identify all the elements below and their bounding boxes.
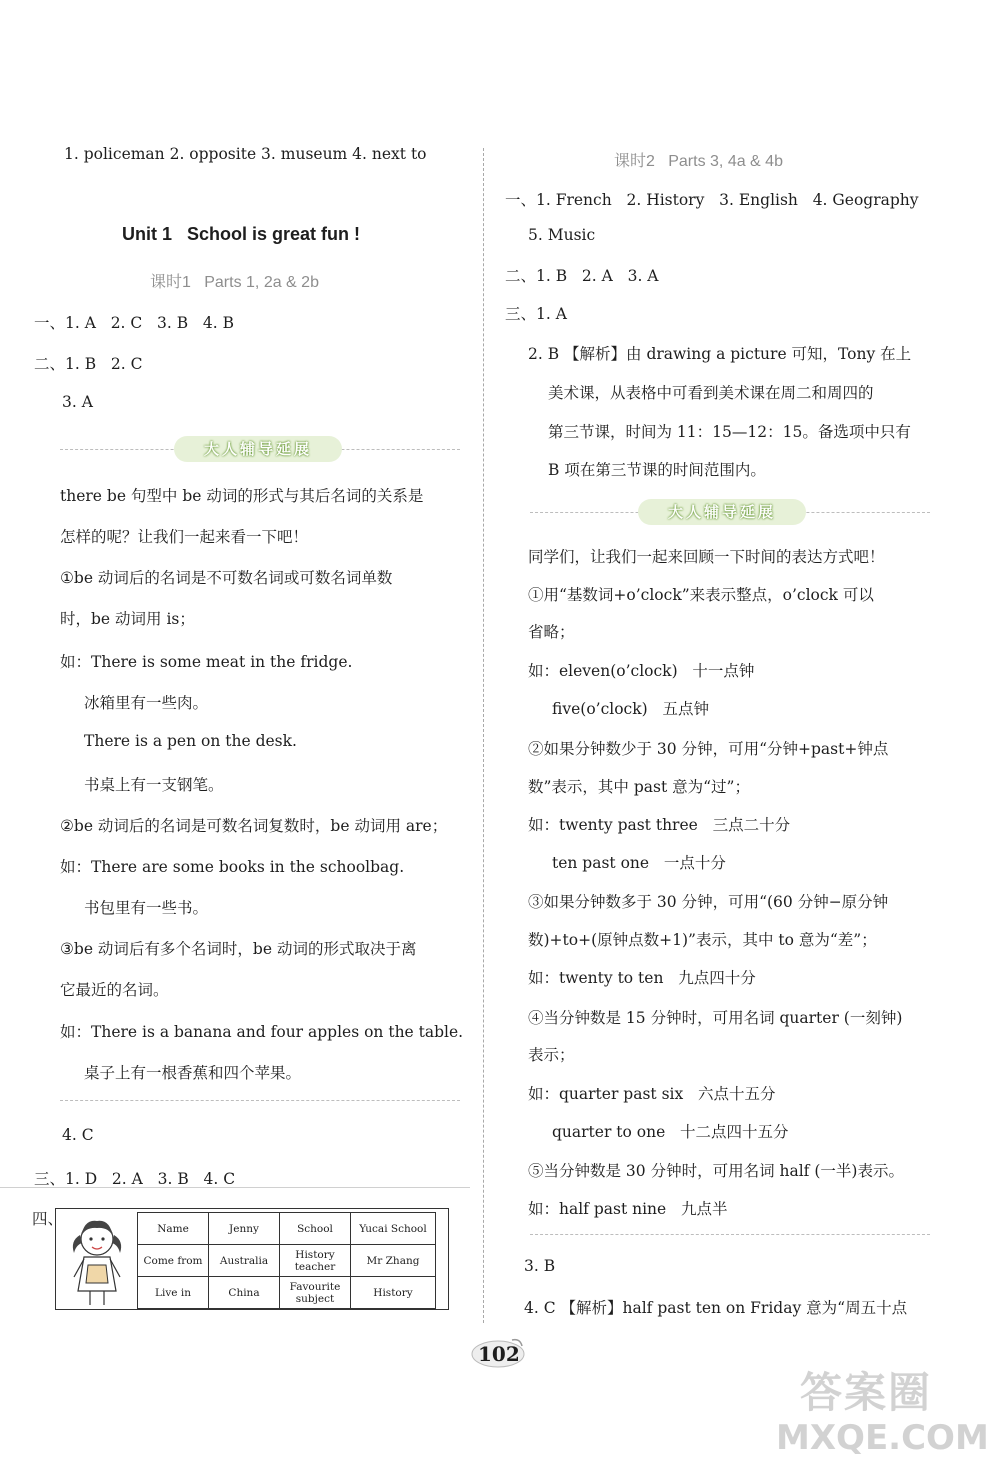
- table-cell: Jenny: [209, 1213, 280, 1245]
- explanation-line: 第三节课，时间为 11：15—12：15。备选项中只有: [548, 423, 911, 441]
- left-text-line: ③be 动词后有多个名词时，be 动词的形式取决于离: [60, 940, 417, 958]
- section-2-item-4: 4. C: [62, 1126, 94, 1144]
- left-text-line: 桌子上有一根香蕉和四个苹果。: [84, 1064, 302, 1082]
- table-cell: Mr Zhang: [351, 1245, 436, 1277]
- table-cell: Live in: [138, 1277, 209, 1309]
- guidance-banner-right: 大人辅导延展: [638, 499, 806, 525]
- table-cell: Name: [138, 1213, 209, 1245]
- divider-left-bottom: [60, 1100, 460, 1101]
- left-text-line: 时，be 动词用 is；: [60, 610, 195, 628]
- divider-right-bottom: [530, 1234, 930, 1235]
- right-text-line: 如：twenty past three 三点二十分: [528, 816, 791, 834]
- table-cell: Australia: [209, 1245, 280, 1277]
- right-text-line: 如：half past nine 九点半: [528, 1200, 728, 1218]
- table-cell: History teacher: [280, 1245, 351, 1277]
- table-row: [138, 1213, 436, 1245]
- table-row: [138, 1277, 436, 1309]
- section-2-item-3: 3. A: [62, 393, 93, 411]
- table-cell: Come from: [138, 1245, 209, 1277]
- section-2-answers: 二、1. B 2. C: [34, 355, 143, 373]
- table-cell: Yucai School: [351, 1213, 436, 1245]
- right-text-line: ten past one 一点十分: [552, 854, 726, 872]
- info-table: [137, 1212, 436, 1309]
- section-1-answers: 一、1. A 2. C 3. B 4. B: [34, 314, 235, 332]
- right-text-line: 如：quarter past six 六点十五分: [528, 1085, 776, 1103]
- explanation-line: 美术课，从表格中可看到美术课在周二和周四的: [548, 384, 874, 402]
- top-answers: 1. policeman 2. opposite 3. museum 4. next to: [64, 145, 427, 163]
- table-cell: History: [351, 1277, 436, 1309]
- guidance-banner-left: 大人辅导延展: [174, 436, 342, 462]
- left-text-line: there be 句型中 be 动词的形式与其后名词的关系是: [60, 487, 424, 505]
- section-3-answers: 三、1. D 2. A 3. B 4. C: [34, 1170, 236, 1188]
- right-text-line: 数”表示，其中 past 意为“过”；: [528, 778, 750, 796]
- table-cell: School: [280, 1213, 351, 1245]
- right-text-line: 如：eleven(o’clock) 十一点钟: [528, 662, 755, 680]
- left-text-line: 书包里有一些书。: [84, 899, 209, 917]
- right-text-line: quarter to one 十二点四十五分: [552, 1123, 789, 1141]
- watermark-logo: 答案圈: [800, 1368, 933, 1417]
- left-text-line: There is a pen on the desk.: [84, 732, 297, 750]
- left-text-line: 如：There are some books in the schoolbag.: [60, 858, 405, 876]
- left-text-line: 冰箱里有一些肉。: [84, 694, 209, 712]
- page-number: 102: [478, 1342, 520, 1366]
- table-row: [138, 1245, 436, 1277]
- explanation-line: B 项在第三节课的时间范围内。: [548, 461, 766, 479]
- left-text-line: 如：There is a banana and four apples on the table.: [60, 1023, 464, 1041]
- table-cell: China: [209, 1277, 280, 1309]
- r-section-3-item-4: 4. C 【解析】half past ten on Friday 意为“周五十点: [524, 1299, 908, 1317]
- lesson-2-title: 课时2 Parts 3, 4a & 4b: [614, 153, 783, 170]
- section-4-label: 四、: [32, 1210, 64, 1228]
- r-section-3-item-3: 3. B: [524, 1257, 556, 1275]
- left-text-line: ①be 动词后的名词是不可数名词或可数名词单数: [60, 569, 393, 587]
- right-text-line: ①用“基数词+o’clock”来表示整点，o’clock 可以: [528, 586, 874, 604]
- right-text-line: ④当分钟数是 15 分钟时，可用名词 quarter (一刻钟): [528, 1009, 903, 1027]
- table-cell: Favourite subject: [280, 1277, 351, 1309]
- left-text-line: 如：There is some meat in the fridge.: [60, 653, 353, 671]
- section-4-rule: [0, 1187, 470, 1188]
- left-text-line: 怎样的呢？让我们一起来看一下吧！: [60, 528, 309, 546]
- column-divider: [483, 148, 484, 1323]
- right-text-line: ②如果分钟数少于 30 分钟，可用“分钟+past+钟点: [528, 740, 889, 758]
- right-text-line: 同学们，让我们一起来回顾一下时间的表达方式吧！: [528, 548, 885, 566]
- right-text-line: five(o’clock) 五点钟: [552, 700, 709, 718]
- left-text-line: ②be 动词后的名词是可数名词复数时，be 动词用 are；: [60, 817, 448, 835]
- left-text-line: 书桌上有一支钢笔。: [84, 776, 224, 794]
- r-section-1-item-5: 5. Music: [528, 226, 596, 244]
- right-text-line: 表示；: [528, 1046, 575, 1064]
- explanation-line: 2. B 【解析】由 drawing a picture 可知，Tony 在上: [528, 345, 912, 363]
- lesson-1-title: 课时1 Parts 1, 2a & 2b: [150, 274, 319, 291]
- right-text-line: 如：twenty to ten 九点四十分: [528, 969, 756, 987]
- r-section-2-answers: 二、1. B 2. A 3. A: [505, 267, 659, 285]
- r-section-3-item-1: 三、1. A: [505, 305, 567, 323]
- right-text-line: ⑤当分钟数是 30 分钟时，可用名词 half (一半)表示。: [528, 1162, 904, 1180]
- watermark-url: MXQE.COM: [776, 1418, 989, 1458]
- right-text-line: 数)+to+(原钟点数+1)”表示，其中 to 意为“差”；: [528, 931, 877, 949]
- girl-illustration: [62, 1211, 132, 1307]
- left-text-line: 它最近的名词。: [60, 981, 169, 999]
- right-text-line: 省略；: [528, 623, 575, 641]
- unit-title: Unit 1 School is great fun !: [122, 224, 361, 244]
- r-section-1-answers: 一、1. French 2. History 3. English 4. Geography: [505, 191, 919, 209]
- right-text-line: ③如果分钟数多于 30 分钟，可用“(60 分钟−原分钟: [528, 893, 889, 911]
